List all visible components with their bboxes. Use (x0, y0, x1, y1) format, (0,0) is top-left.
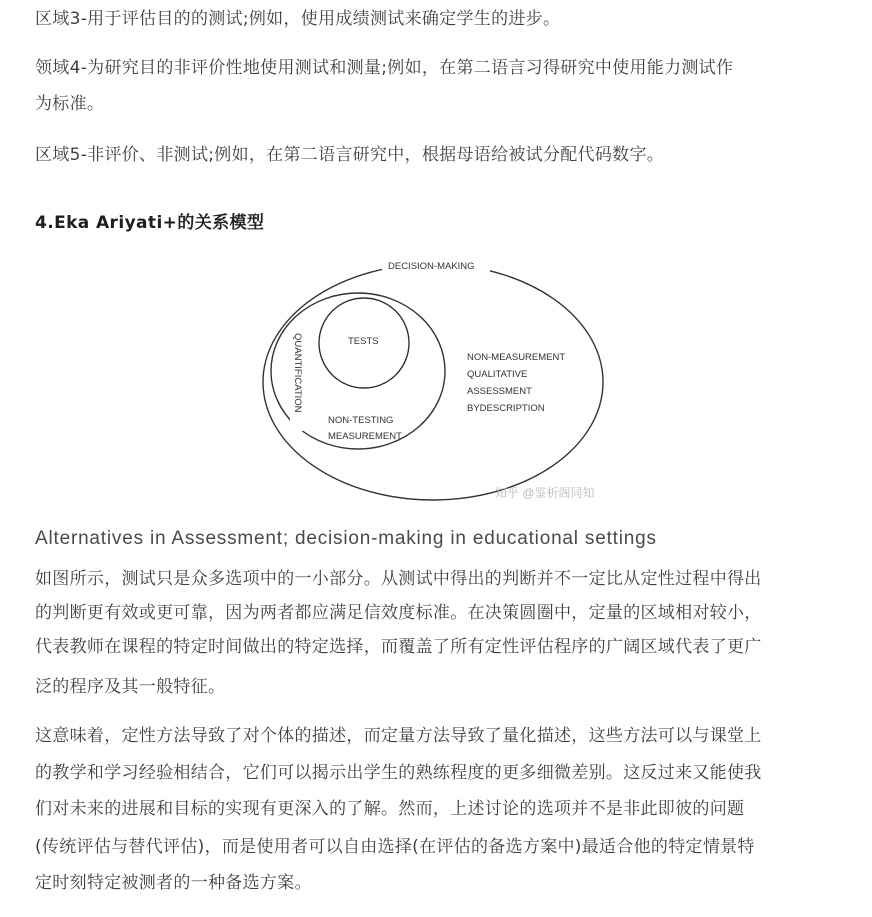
outer-label: DECISION-MAKING (388, 261, 475, 272)
inner-label: TESTS (348, 336, 379, 347)
non-measurement-label-2: QUALITATIVE (467, 369, 528, 380)
non-testing-label-2: MEASUREMENT (328, 431, 402, 442)
paragraph-3-line-1: 这意味着，定性方法导致了对个体的描述，而定量方法导致了量化描述，这些方法可以与课堂上 (35, 726, 762, 746)
watermark: 知乎 @鉴析阁同知 (495, 486, 595, 500)
paragraph-area-5: 区域5-非评价、非测试;例如，在第二语言研究中，根据母语给被试分配代码数字。 (35, 145, 665, 165)
paragraph-area-4-line-1: 领域4-为研究目的非评价性地使用测试和测量;例如，在第二语言习得研究中使用能力测试作 (35, 58, 734, 78)
paragraph-3-line-3: 们对未来的进展和目标的实现有更深入的了解。然而，上述讨论的选项并不是非此即彼的问题 (35, 799, 745, 819)
non-measurement-label-4: BYDESCRIPTION (467, 403, 545, 414)
paragraph-2-line-2: 的判断更有效或更可靠，因为两者都应满足信效度标准。在决策圆圈中，定量的区域相对较小， (35, 603, 762, 623)
figure-caption: Alternatives in Assessment; decision-making in educational settings (35, 528, 657, 549)
paragraph-3-line-5: 定时刻特定被测者的一种备选方案。 (35, 873, 312, 893)
diagram-svg (262, 253, 612, 508)
paragraph-3-line-2: 的教学和学习经验相结合，它们可以揭示出学生的熟练程度的更多细微差别。这反过来又能使我 (35, 763, 762, 783)
middle-label: QUANTIFICATION (292, 333, 303, 413)
paragraph-2-line-1: 如图所示，测试只是众多选项中的一小部分。从测试中得出的判断并不一定比从定性过程中得出 (35, 569, 762, 589)
paragraph-2-line-4: 泛的程序及其一般特征。 (35, 677, 226, 697)
paragraph-area-4-line-2: 为标准。 (35, 94, 105, 114)
paragraph-2-line-3: 代表教师在课程的特定时间做出的特定选择，而覆盖了所有定性评估程序的广阔区域代表了更广 (35, 637, 762, 657)
non-testing-label-1: NON-TESTING (328, 415, 394, 426)
section-heading: 4.Eka Ariyati+的关系模型 (35, 213, 265, 233)
non-measurement-label-1: NON-MEASUREMENT (467, 352, 566, 363)
relationship-diagram (262, 253, 612, 512)
decision-making-ellipse (263, 264, 603, 500)
paragraph-area-3: 区域3-用于评估目的的测试;例如，使用成绩测试来确定学生的进步。 (35, 9, 561, 29)
non-measurement-label-3: ASSESSMENT (467, 386, 532, 397)
paragraph-3-line-4: (传统评估与替代评估)，而是使用者可以自由选择(在评估的备选方案中)最适合他的特定情景特 (35, 837, 755, 857)
